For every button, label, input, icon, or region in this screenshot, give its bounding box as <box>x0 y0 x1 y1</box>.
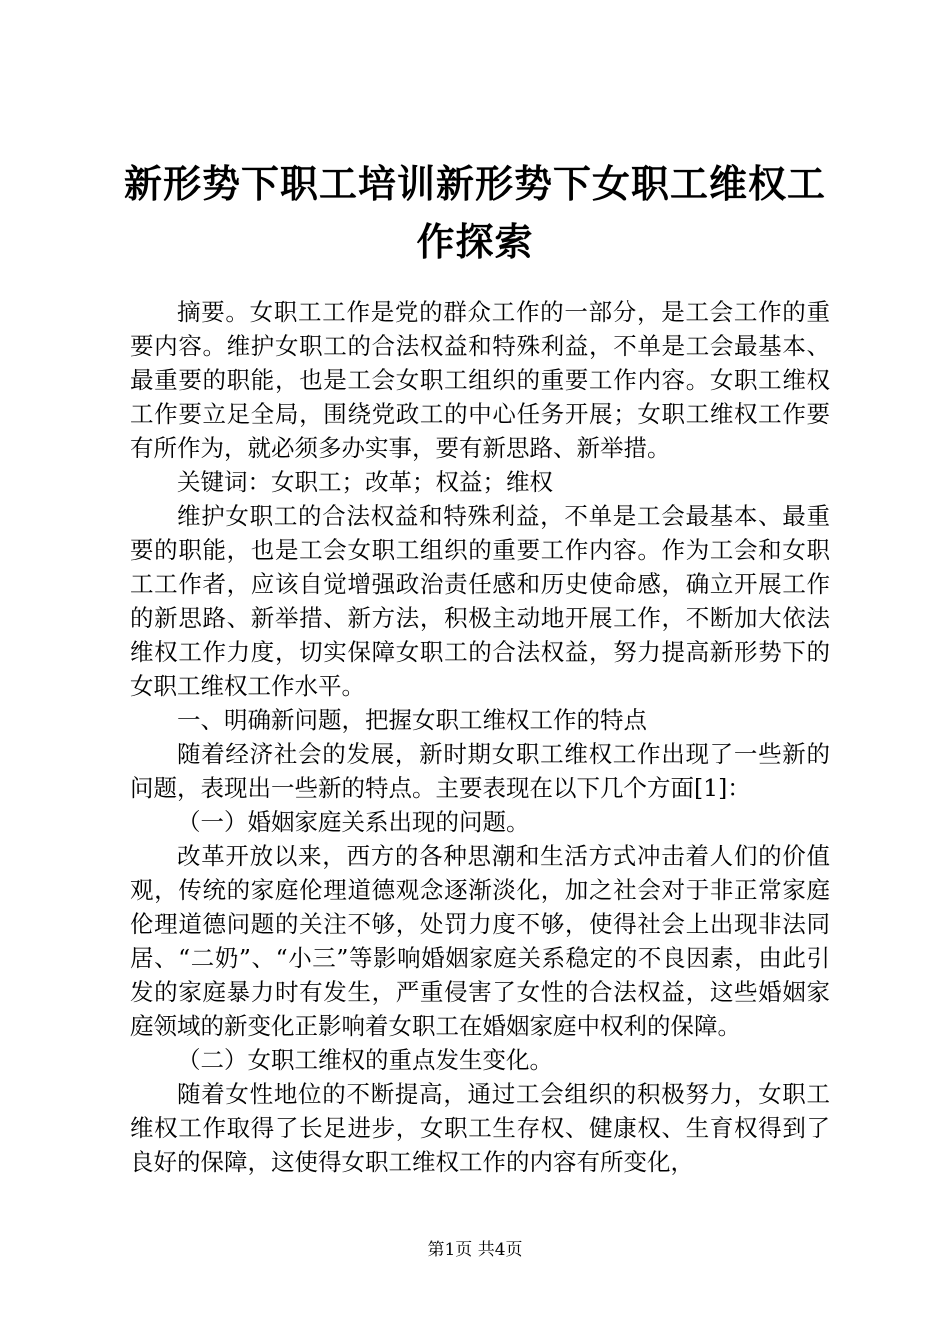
document-body <box>130 295 830 1179</box>
body-paragraph: 维护女职工的合法权益和特殊利益，不单是工会最基本、最重要的职能，也是工会女职工组织的重要工作内容。作为工会和女职工工作者，应该自觉增强政治责任感和历史使命感，确立开展工作的新思路、新举措、新方法，积极主动地开展工作，不断加大依法维权工作力度，切实保障女职工的合法权益，努力提高新形势下的女职工维权工作水平。 <box>130 502 830 700</box>
page-footer: 第1页 共4页 <box>427 1240 523 1260</box>
body-paragraph: 改革开放以来，西方的各种思潮和生活方式冲击着人们的价值观，传统的家庭伦理道德观念逐渐淡化，加之社会对于非正常家庭伦理道德问题的关注不够，处罚力度不够，使得社会上出现非法同居、“二奶”、“小三”等影响婚姻家庭关系稳定的不良因素，由此引发的家庭暴力时有发生，严重侵害了女性的合法权益，这些婚姻家庭领域的新变化正影响着女职工在婚姻家庭中权利的保障。 <box>130 842 830 1040</box>
keywords-line: 关键词：女职工；改革；权益；维权 <box>177 468 553 496</box>
subsection-heading: （二）女职工维权的重点发生变化。 <box>177 1046 553 1074</box>
abstract-paragraph: 摘要。女职工工作是党的群众工作的一部分，是工会工作的重要内容。维护女职工的合法权益和特殊利益，不单是工会最基本、最重要的职能，也是工会女职工组织的重要工作内容。女职工维权工作要立足全局，围绕党政工的中心任务开展；女职工维权工作要有所作为，就必须多办实事，要有新思路、新举措。 <box>130 298 830 462</box>
document-title: 新形势下职工培训新形势下女职工维权工作探索 <box>123 161 826 264</box>
body-paragraph: 随着经济社会的发展，新时期女职工维权工作出现了一些新的问题，表现出一些新的特点。主要表现在以下几个方面[1]： <box>130 740 830 802</box>
section-heading: 一、明确新问题，把握女职工维权工作的特点 <box>177 706 647 734</box>
body-paragraph: 随着女性地位的不断提高，通过工会组织的积极努力，女职工维权工作取得了长足进步，女职工生存权、健康权、生育权得到了良好的保障，这使得女职工维权工作的内容有所变化， <box>130 1080 830 1176</box>
subsection-heading: （一）婚姻家庭关系出现的问题。 <box>177 808 530 836</box>
